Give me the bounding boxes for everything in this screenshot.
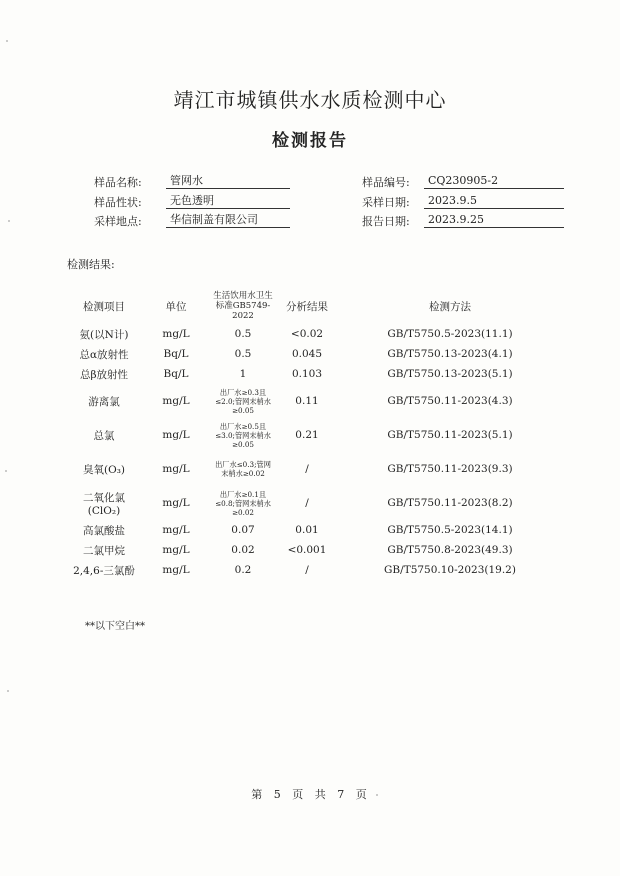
row-method: GB/T5750.5-2023(14.1) [387, 524, 513, 536]
results-table [68, 288, 560, 580]
sample-state-row [94, 194, 304, 210]
sample-id-label: 样品编号: [362, 176, 410, 189]
header-standard: 生活饮用水卫生标准GB5749-2022 [213, 291, 273, 321]
sample-state-value: 无色透明 [166, 194, 290, 209]
scan-speck [7, 690, 9, 692]
scan-speck [5, 470, 7, 472]
sampling-location-value: 华信制盖有限公司 [166, 213, 290, 228]
row-item: 二氯甲烷 [83, 544, 125, 557]
row-method: GB/T5750.11-2023(4.3) [387, 395, 513, 407]
row-unit: Bq/L [163, 368, 189, 380]
sampling-date-row [362, 194, 572, 210]
sampling-location-label: 采样地点: [94, 215, 142, 228]
results-label: 检测结果: [67, 258, 115, 271]
row-method: GB/T5750.11-2023(9.3) [387, 463, 513, 475]
table-row [68, 520, 560, 540]
report-date-label: 报告日期: [362, 215, 410, 228]
row-method: GB/T5750.13-2023(5.1) [387, 368, 513, 380]
row-standard: 0.02 [231, 544, 255, 556]
row-item: 总α放射性 [79, 348, 129, 361]
sample-id-row [362, 174, 572, 190]
row-item: 2,4,6-三氯酚 [73, 564, 135, 577]
row-result: / [305, 463, 309, 475]
page-footer: 第 5 页 共 7 页 [251, 788, 369, 801]
sampling-date-value: 2023.9.5 [424, 194, 564, 209]
row-method: GB/T5750.11-2023(5.1) [387, 429, 513, 441]
sample-name-value: 管网水 [166, 174, 290, 189]
row-result: <0.001 [287, 544, 327, 556]
row-standard: 出厂水≥0.3且≤2.0;管网末梢水≥0.05 [215, 387, 271, 415]
row-result: 0.01 [295, 524, 319, 536]
row-result: / [305, 497, 309, 509]
row-item: 总氯 [93, 429, 115, 442]
row-method: GB/T5750.13-2023(4.1) [387, 348, 513, 360]
scan-speck [6, 40, 8, 42]
row-standard: 1 [239, 368, 247, 380]
report-title: 检测报告 [272, 131, 348, 151]
row-unit: mg/L [162, 497, 190, 509]
row-result: 0.103 [291, 368, 323, 380]
header-method: 检测方法 [429, 300, 471, 313]
row-standard: 出厂水≥0.5且≤3.0;管网末梢水≥0.05 [215, 421, 271, 449]
row-item: 臭氧(O₃) [82, 463, 125, 476]
row-standard: 出厂水≤0.3;管网末梢水≥0.02 [215, 460, 271, 478]
row-item: 二氧化氯(ClO₂) [83, 491, 125, 517]
row-result: 0.21 [295, 429, 319, 441]
row-unit: mg/L [162, 328, 190, 340]
report-date-value: 2023.9.25 [424, 213, 564, 228]
table-row [68, 486, 560, 520]
table-row [68, 364, 560, 384]
table-row [68, 560, 560, 580]
row-result: / [305, 564, 309, 576]
row-standard: 0.2 [234, 564, 252, 576]
row-item: 总β放射性 [79, 368, 129, 381]
table-row [68, 384, 560, 418]
row-unit: mg/L [162, 564, 190, 576]
blank-note: **以下空白** [85, 621, 145, 632]
sampling-location-row [94, 213, 304, 229]
row-result: 0.045 [291, 348, 323, 360]
row-method: GB/T5750.10-2023(19.2) [384, 564, 516, 576]
row-standard: 出厂水≥0.1且≤0.8;管网末梢水≥0.02 [215, 489, 271, 517]
row-method: GB/T5750.5-2023(11.1) [387, 328, 513, 340]
row-unit: mg/L [162, 463, 190, 475]
row-standard: 0.07 [231, 524, 255, 536]
sample-name-label: 样品名称: [94, 176, 142, 189]
row-unit: mg/L [162, 524, 190, 536]
table-row [68, 452, 560, 486]
sample-name-row [94, 174, 304, 190]
table-header-row [68, 288, 560, 324]
row-unit: mg/L [162, 395, 190, 407]
row-item: 高氯酸盐 [83, 524, 125, 537]
header-item: 检测项目 [83, 300, 125, 313]
row-unit: mg/L [162, 544, 190, 556]
table-row [68, 540, 560, 560]
table-row [68, 418, 560, 452]
row-method: GB/T5750.11-2023(8.2) [387, 497, 513, 509]
row-result: <0.02 [290, 328, 324, 340]
row-standard: 0.5 [234, 348, 252, 360]
header-unit: 单位 [165, 300, 187, 313]
row-result: 0.11 [295, 395, 319, 407]
row-unit: Bq/L [163, 348, 189, 360]
institution-title: 靖江市城镇供水水质检测中心 [173, 88, 447, 112]
sampling-date-label: 采样日期: [362, 196, 410, 209]
scan-speck [8, 220, 10, 222]
table-row [68, 324, 560, 344]
header-result: 分析结果 [286, 300, 328, 313]
row-item: 游离氯 [88, 395, 120, 408]
table-row [68, 344, 560, 364]
sample-state-label: 样品性状: [94, 196, 142, 209]
report-date-row [362, 213, 572, 229]
sample-id-value: CQ230905-2 [424, 174, 564, 189]
row-item: 氨(以N计) [79, 328, 129, 341]
scan-speck [376, 794, 378, 796]
row-unit: mg/L [162, 429, 190, 441]
row-standard: 0.5 [234, 328, 252, 340]
row-method: GB/T5750.8-2023(49.3) [387, 544, 513, 556]
